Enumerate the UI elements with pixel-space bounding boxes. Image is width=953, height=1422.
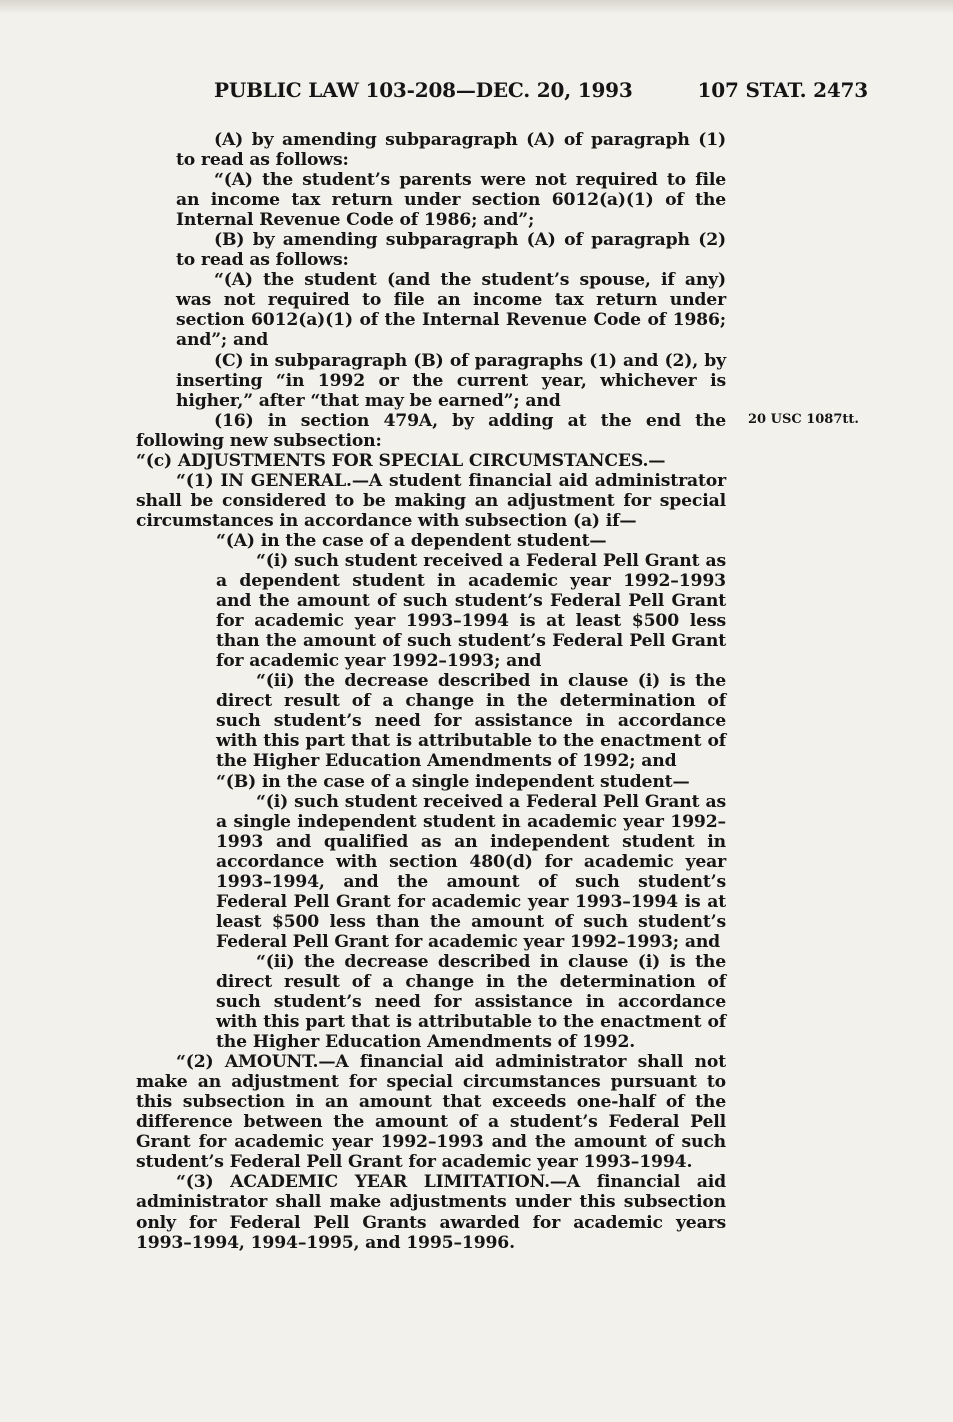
header-title: PUBLIC LAW 103-208—DEC. 20, 1993 [214, 78, 633, 102]
subsection-c2: “(2) AMOUNT.—A financial aid administrator shall not make an adjustment for special circumstances pursuant to this subsection in an amount that exceeds one-half of the difference between the amount of a student’s Federal Pell Grant for academic year 1992–1993 and the amount of such student’s Federal Pell Grant for academic year 1993–1994. [136, 1052, 726, 1173]
subsection-c1b-ii: “(ii) the decrease described in clause (i) is the direct result of a change in the determination of such student’s need for assistance in accordance with this part that is attributable to the enactment of the Higher Education Amendments of 1992. [216, 951, 726, 1053]
subsection-c1: “(1) IN GENERAL.—A student financial aid administrator shall be considered to be making an adjustment for special circumstances in accordance with subsection (a) if— [136, 470, 726, 531]
paragraph-c: (C) in subparagraph (B) of paragraphs (1) and (2), by inserting “in 1992 or the current year, whichever is higher,” after “that may be earned”; and [176, 350, 726, 411]
subsection-c1a: “(A) in the case of a dependent student— [216, 530, 607, 551]
paragraph-16: (16) in section 479A, by adding at the end the following new subsection: [136, 410, 726, 451]
document-body [136, 130, 726, 1253]
subsection-c-heading: “(c) ADJUSTMENTS FOR SPECIAL CIRCUMSTANCES.— [136, 450, 666, 471]
subsection-c3: “(3) ACADEMIC YEAR LIMITATION.—A financial aid administrator shall make adjustments under this subsection only for Federal Pell Grants awarded for academic years 1993–1994, 1994–1995, and 1995–1996. [136, 1172, 726, 1253]
paragraph-b-quote: “(A) the student (and the student’s spouse, if any) was not required to file an income tax return under section 6012(a)(1) of the Internal Revenue Code of 1986; and”; and [176, 270, 726, 351]
page-top-edge [0, 0, 953, 14]
paragraph-a-quote: “(A) the student’s parents were not required to file an income tax return under section 6012(a)(1) of the Internal Revenue Code of 1986; and”; [176, 170, 726, 231]
subsection-c1b: “(B) in the case of a single independent student— [216, 771, 690, 792]
paragraph-a: (A) by amending subparagraph (A) of paragraph (1) to read as follows: [176, 130, 726, 171]
margin-citation: 20 USC 1087tt. [748, 412, 859, 427]
header-stat-page: 107 STAT. 2473 [697, 78, 868, 102]
subsection-c1a-i: “(i) such student received a Federal Pell Grant as a dependent student in academic year 1992–1993 and the amount of such student’s Federal Pell Grant for academic year 1993–1994 is at least $500 less than the amount of such student’s Federal Pell Grant for academic year 1992–1993; and [216, 550, 726, 672]
subsection-c1b-i: “(i) such student received a Federal Pell Grant as a single independent student in academic year 1992–1993 and qualified as an independent student in accordance with section 480(d) for academic year 1993–1994, and the amount of such student’s Federal Pell Grant for academic year 1993–1994 is at least $500 less than the amount of such student’s Federal Pell Grant for academic year 1992–1993; and [216, 791, 726, 952]
subsection-c1a-ii: “(ii) the decrease described in clause (i) is the direct result of a change in the determination of such student’s need for assistance in accordance with this part that is attributable to the enactment of the Higher Education Amendments of 1992; and [216, 671, 726, 772]
paragraph-b: (B) by amending subparagraph (A) of paragraph (2) to read as follows: [176, 230, 726, 271]
page-header [214, 78, 868, 104]
